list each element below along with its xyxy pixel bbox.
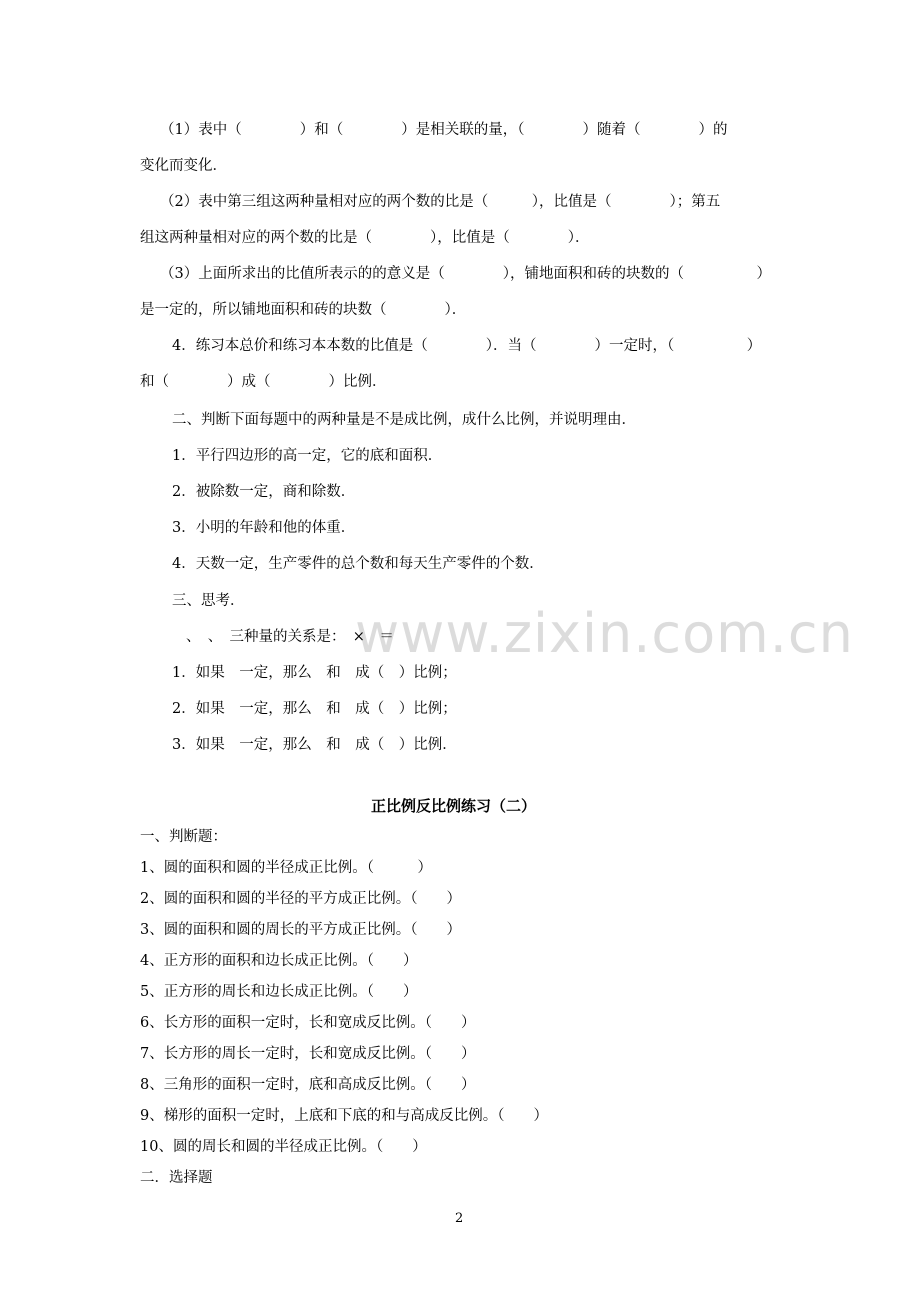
section2-item: 1．平行四边形的高一定，它的底和面积． bbox=[172, 448, 443, 464]
judge-item: 4、正方形的面积和边长成正比例。（ ） bbox=[140, 953, 418, 969]
judge-item: 2、圆的面积和圆的半径的平方成正比例。（ ） bbox=[140, 891, 461, 907]
q3-line-1: （3）上面所求出的比值所表示的的意义是（ ），铺地面积和砖的块数的（ ） bbox=[160, 266, 771, 282]
judge-item: 7、长方形的周长一定时，长和宽成反比例。（ ） bbox=[140, 1046, 476, 1062]
q1-line-2: 变化而变化． bbox=[140, 158, 227, 174]
judge-title: 一、判断题： bbox=[140, 829, 227, 845]
section2-item: 4．天数一定，生产零件的总个数和每天生产零件的个数． bbox=[172, 556, 544, 572]
part2-heading: 正比例反比例练习（二） bbox=[371, 797, 537, 815]
section2-item: 3．小明的年龄和他的体重． bbox=[172, 520, 356, 536]
q3-line-2: 是一定的，所以铺地面积和砖的块数（ ）． bbox=[140, 302, 467, 318]
judge-item: 8、三角形的面积一定时，底和高成反比例。（ ） bbox=[140, 1077, 476, 1093]
q2-line-1: （2）表中第三组这两种量相对应的两个数的比是（ ），比值是（ ）；第五 bbox=[160, 194, 721, 210]
judge-item: 3、圆的面积和圆的周长的平方成正比例。（ ） bbox=[140, 922, 461, 938]
section3-item: 3．如果 一定，那么 和 成（ ）比例． bbox=[172, 737, 457, 753]
section2-item: 2．被除数一定，商和除数． bbox=[172, 484, 356, 500]
section3-item: 1．如果 一定，那么 和 成（ ）比例； bbox=[172, 665, 457, 681]
section3-title: 三、思考． bbox=[172, 593, 245, 609]
page-number: 2 bbox=[455, 1211, 464, 1226]
q1-line-1: （1）表中（ ）和（ ）是相关联的量，（ ）随着（ ）的 bbox=[160, 122, 728, 138]
q2-line-2: 组这两种量相对应的两个数的比是（ ），比值是（ ）． bbox=[140, 230, 590, 246]
section3-item: 2．如果 一定，那么 和 成（ ）比例； bbox=[172, 701, 457, 717]
section3-relation: 、 、 三种量的关系是： × ＝ bbox=[186, 629, 394, 645]
judge-item: 5、正方形的周长和边长成正比例。（ ） bbox=[140, 984, 418, 1000]
judge-item: 10、圆的周长和圆的半径成正比例。（ ） bbox=[140, 1139, 427, 1155]
q4-line-1: 4．练习本总价和练习本本数的比值是（ ）．当（ ）一定时，（ ） bbox=[172, 338, 762, 354]
judge-item: 6、长方形的面积一定时，长和宽成反比例。（ ） bbox=[140, 1015, 476, 1031]
section2-title: 二、判断下面每题中的两种量是不是成比例，成什么比例，并说明理由． bbox=[172, 412, 636, 428]
watermark: www.zixin.com.cn bbox=[355, 602, 854, 665]
choice-title: 二．选择题 bbox=[140, 1170, 213, 1186]
q4-line-2: 和（ ）成（ ）比例． bbox=[140, 374, 387, 390]
judge-item: 1、圆的面积和圆的半径成正比例。（ ） bbox=[140, 860, 432, 876]
judge-item: 9、梯形的面积一定时，上底和下底的和与高成反比例。（ ） bbox=[140, 1108, 548, 1124]
